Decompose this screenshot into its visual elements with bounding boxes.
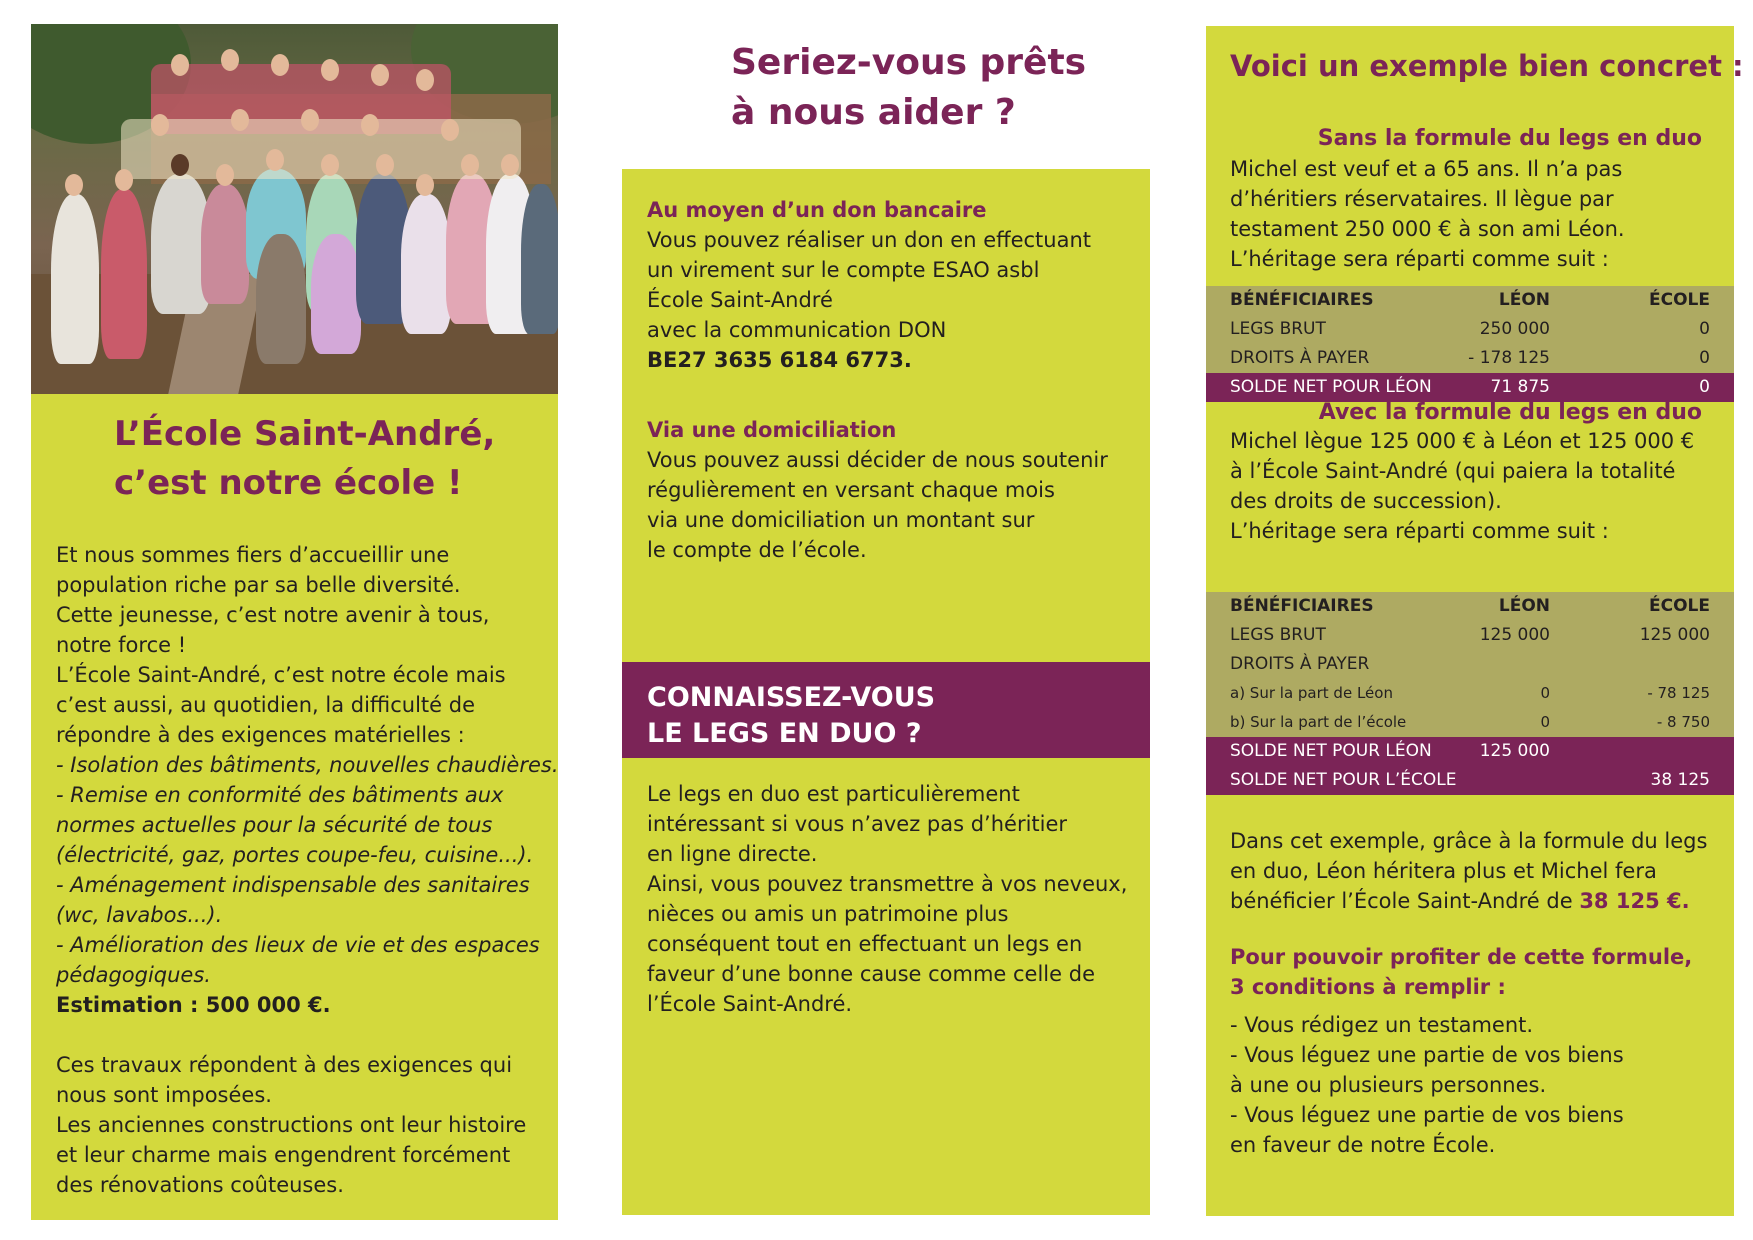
conclusion-text (1230, 826, 1720, 916)
table-cell: - 8 750 (1656, 713, 1710, 731)
paragraph-line: Ces travaux répondent à des exigences qui (56, 1053, 513, 1077)
conditions-list (1230, 1010, 1720, 1160)
condition-item: en faveur de notre École. (1230, 1133, 1496, 1157)
paragraph-line: population riche par sa belle diversité. (56, 573, 461, 597)
paragraph-line: régulièrement en versant chaque mois (647, 478, 1055, 502)
paragraph-line: notre force ! (56, 633, 187, 657)
without-duo-title: Sans la formule du legs en duo (1317, 126, 1702, 151)
conditions-title (1230, 942, 1720, 1002)
table-row (1206, 708, 1734, 737)
table-cell: 38 125 (1650, 770, 1710, 790)
column-header: LÉON (1498, 290, 1550, 310)
school-title-line: c’est notre école ! (114, 463, 463, 503)
table-cell: SOLDE NET POUR L’ÉCOLE (1230, 770, 1457, 790)
paragraph-line: Et nous sommes fiers d’accueillir une (56, 543, 450, 567)
iban-number: BE27 3635 6184 6773. (647, 348, 912, 372)
bank-donation-section (647, 195, 1137, 375)
banner-line: LE LEGS EN DUO ? (647, 718, 922, 749)
paragraph-line: nous sont imposées. (56, 1083, 272, 1107)
paragraph-line: Vous pouvez réaliser un don en effectuant (647, 228, 1092, 252)
table-header-row (1206, 592, 1734, 621)
with-duo-title: Avec la formule du legs en duo (1318, 400, 1702, 425)
table-cell: 250 000 (1479, 319, 1550, 339)
with-duo-text (1230, 426, 1720, 546)
right-panel (1206, 26, 1744, 1216)
help-heading (731, 38, 1086, 138)
paragraph-line: Les anciennes constructions ont leur histoire (56, 1113, 527, 1137)
paragraph-line: Michel est veuf et a 65 ans. Il n’a pas (1230, 157, 1623, 181)
column-header: BÉNÉFICIAIRES (1230, 596, 1374, 616)
paragraph-line: Michel lègue 125 000 € à Léon et 125 000 € (1230, 429, 1695, 453)
left-panel (31, 24, 558, 1220)
paragraph-line: L’héritage sera réparti comme suit : (1230, 519, 1609, 543)
table-cell: a) Sur la part de Léon (1230, 684, 1393, 702)
table-cell: 0 (1540, 713, 1550, 731)
table-cell: 0 (1699, 348, 1710, 368)
conditions-title-line: Pour pouvoir profiter de cette formule, (1230, 945, 1693, 969)
table-cell: - 78 125 (1647, 684, 1710, 702)
legs-en-duo-banner (622, 662, 1150, 758)
needs-list-item: (électricité, gaz, portes coupe-feu, cuisine...). (56, 843, 534, 867)
needs-list-item: normes actuelles pour la sécurité de tous (56, 813, 493, 837)
paragraph-line: Vous pouvez aussi décider de nous soutenir (647, 448, 1108, 472)
column-header: LÉON (1498, 596, 1550, 616)
table-cell: - 178 125 (1468, 348, 1550, 368)
banner-line: CONNAISSEZ-VOUS (647, 682, 936, 713)
help-heading-line: à nous aider ? (731, 92, 1016, 133)
school-title-line: L’École Saint-André, (114, 414, 496, 454)
paragraph-line: École Saint-André (647, 288, 833, 312)
table-cell: 0 (1699, 377, 1710, 397)
table-row (1206, 679, 1734, 708)
paragraph-line: Cette jeunesse, c’est notre avenir à tous, (56, 603, 490, 627)
help-heading-line: Seriez-vous prêts (731, 42, 1087, 83)
direct-debit-title: Via une domiciliation (647, 418, 897, 442)
paragraph-line (1230, 886, 1720, 916)
table-total-row (1206, 737, 1734, 766)
paragraph-line: via une domiciliation un montant sur (647, 508, 1035, 532)
conclusion-last-text: bénéficier l’École Saint-André de (1230, 889, 1580, 913)
paragraph-line: intéressant si vous n’avez pas d’héritier (647, 812, 1068, 836)
condition-item: - Vous rédigez un testament. (1230, 1013, 1534, 1037)
paragraph-line: le compte de l’école. (647, 538, 867, 562)
paragraph-line: des droits de succession). (1230, 489, 1502, 513)
needs-list-item: - Amélioration des lieux de vie et des espaces (56, 933, 540, 957)
conditions-title-line: 3 conditions à remplir : (1230, 975, 1506, 999)
conclusion-amount: 38 125 €. (1579, 889, 1690, 913)
condition-item: - Vous léguez une partie de vos biens (1230, 1043, 1624, 1067)
table-cell: DROITS À PAYER (1230, 348, 1370, 368)
needs-list-item: - Isolation des bâtiments, nouvelles chaudières. (56, 753, 559, 777)
table-header-row (1206, 286, 1734, 315)
paragraph-line: Dans cet exemple, grâce à la formule du legs (1230, 829, 1708, 853)
condition-item: à une ou plusieurs personnes. (1230, 1073, 1547, 1097)
table-cell: LEGS BRUT (1230, 625, 1326, 645)
table-cell: SOLDE NET POUR LÉON (1230, 741, 1432, 761)
estimate-total: Estimation : 500 000 €. (56, 993, 331, 1017)
table-cell: 125 000 (1479, 741, 1550, 761)
paragraph-line: à l’École Saint-André (qui paiera la totalité (1230, 459, 1676, 483)
paragraph-line: et leur charme mais engendrent forcément (56, 1143, 511, 1167)
column-header: BÉNÉFICIAIRES (1230, 290, 1374, 310)
direct-debit-section (647, 415, 1137, 565)
paragraph-line: un virement sur le compte ESAO asbl (647, 258, 1040, 282)
without-duo-table (1206, 286, 1734, 402)
paragraph-line: en duo, Léon héritera plus et Michel fera (1230, 859, 1657, 883)
paragraph-line: faveur d’une bonne cause comme celle de (647, 962, 1095, 986)
paragraph-line: conséquent tout en effectuant un legs en (647, 932, 1083, 956)
without-duo-text (1230, 154, 1720, 274)
paragraph-line: c’est aussi, au quotidien, la difficulté de (56, 693, 476, 717)
bank-donation-title: Au moyen d’un don bancaire (647, 198, 987, 222)
table-cell: DROITS À PAYER (1230, 654, 1370, 674)
table-cell: 125 000 (1479, 625, 1550, 645)
table-row (1206, 344, 1734, 373)
table-row (1206, 315, 1734, 344)
needs-list-item: (wc, lavabos...). (56, 903, 223, 927)
paragraph-line: en ligne directe. (647, 842, 818, 866)
needs-list-item: - Remise en conformité des bâtiments aux (56, 783, 504, 807)
table-row (1206, 621, 1734, 650)
legs-en-duo-text (647, 779, 1137, 1019)
paragraph-line: nièces ou amis un patrimoine plus (647, 902, 1009, 926)
school-title (114, 410, 495, 508)
paragraph-line: répondre à des exigences matérielles : (56, 723, 465, 747)
with-duo-table (1206, 592, 1734, 795)
group-photo (31, 24, 558, 394)
needs-list-item: pédagogiques. (56, 963, 211, 987)
table-cell: 0 (1540, 684, 1550, 702)
column-header: ÉCOLE (1649, 290, 1710, 310)
condition-item: - Vous léguez une partie de vos biens (1230, 1103, 1624, 1127)
paragraph-line: L’héritage sera réparti comme suit : (1230, 247, 1609, 271)
table-cell: b) Sur la part de l’école (1230, 713, 1407, 731)
example-heading: Voici un exemple bien concret : (1230, 49, 1744, 83)
paragraph-line: L’École Saint-André, c’est notre école mais (56, 663, 506, 687)
table-cell: 71 875 (1490, 377, 1550, 397)
table-row (1206, 650, 1734, 679)
table-cell: 125 000 (1639, 625, 1710, 645)
column-header: ÉCOLE (1649, 596, 1710, 616)
paragraph-line: testament 250 000 € à son ami Léon. (1230, 217, 1625, 241)
paragraph-line: l’École Saint-André. (647, 992, 853, 1016)
needs-list-item: - Aménagement indispensable des sanitaires (56, 873, 530, 897)
paragraph-line: Ainsi, vous pouvez transmettre à vos neveux, (647, 872, 1128, 896)
paragraph-line: des rénovations coûteuses. (56, 1173, 344, 1197)
table-total-row (1206, 766, 1734, 795)
table-cell: 0 (1699, 319, 1710, 339)
middle-panel (622, 169, 1150, 1215)
table-cell: LEGS BRUT (1230, 319, 1326, 339)
paragraph-line: d’héritiers réservataires. Il lègue par (1230, 187, 1614, 211)
paragraph-line: avec la communication DON (647, 318, 947, 342)
paragraph-line: Le legs en duo est particulièrement (647, 782, 1020, 806)
table-cell: SOLDE NET POUR LÉON (1230, 377, 1432, 397)
school-description (56, 540, 559, 1200)
